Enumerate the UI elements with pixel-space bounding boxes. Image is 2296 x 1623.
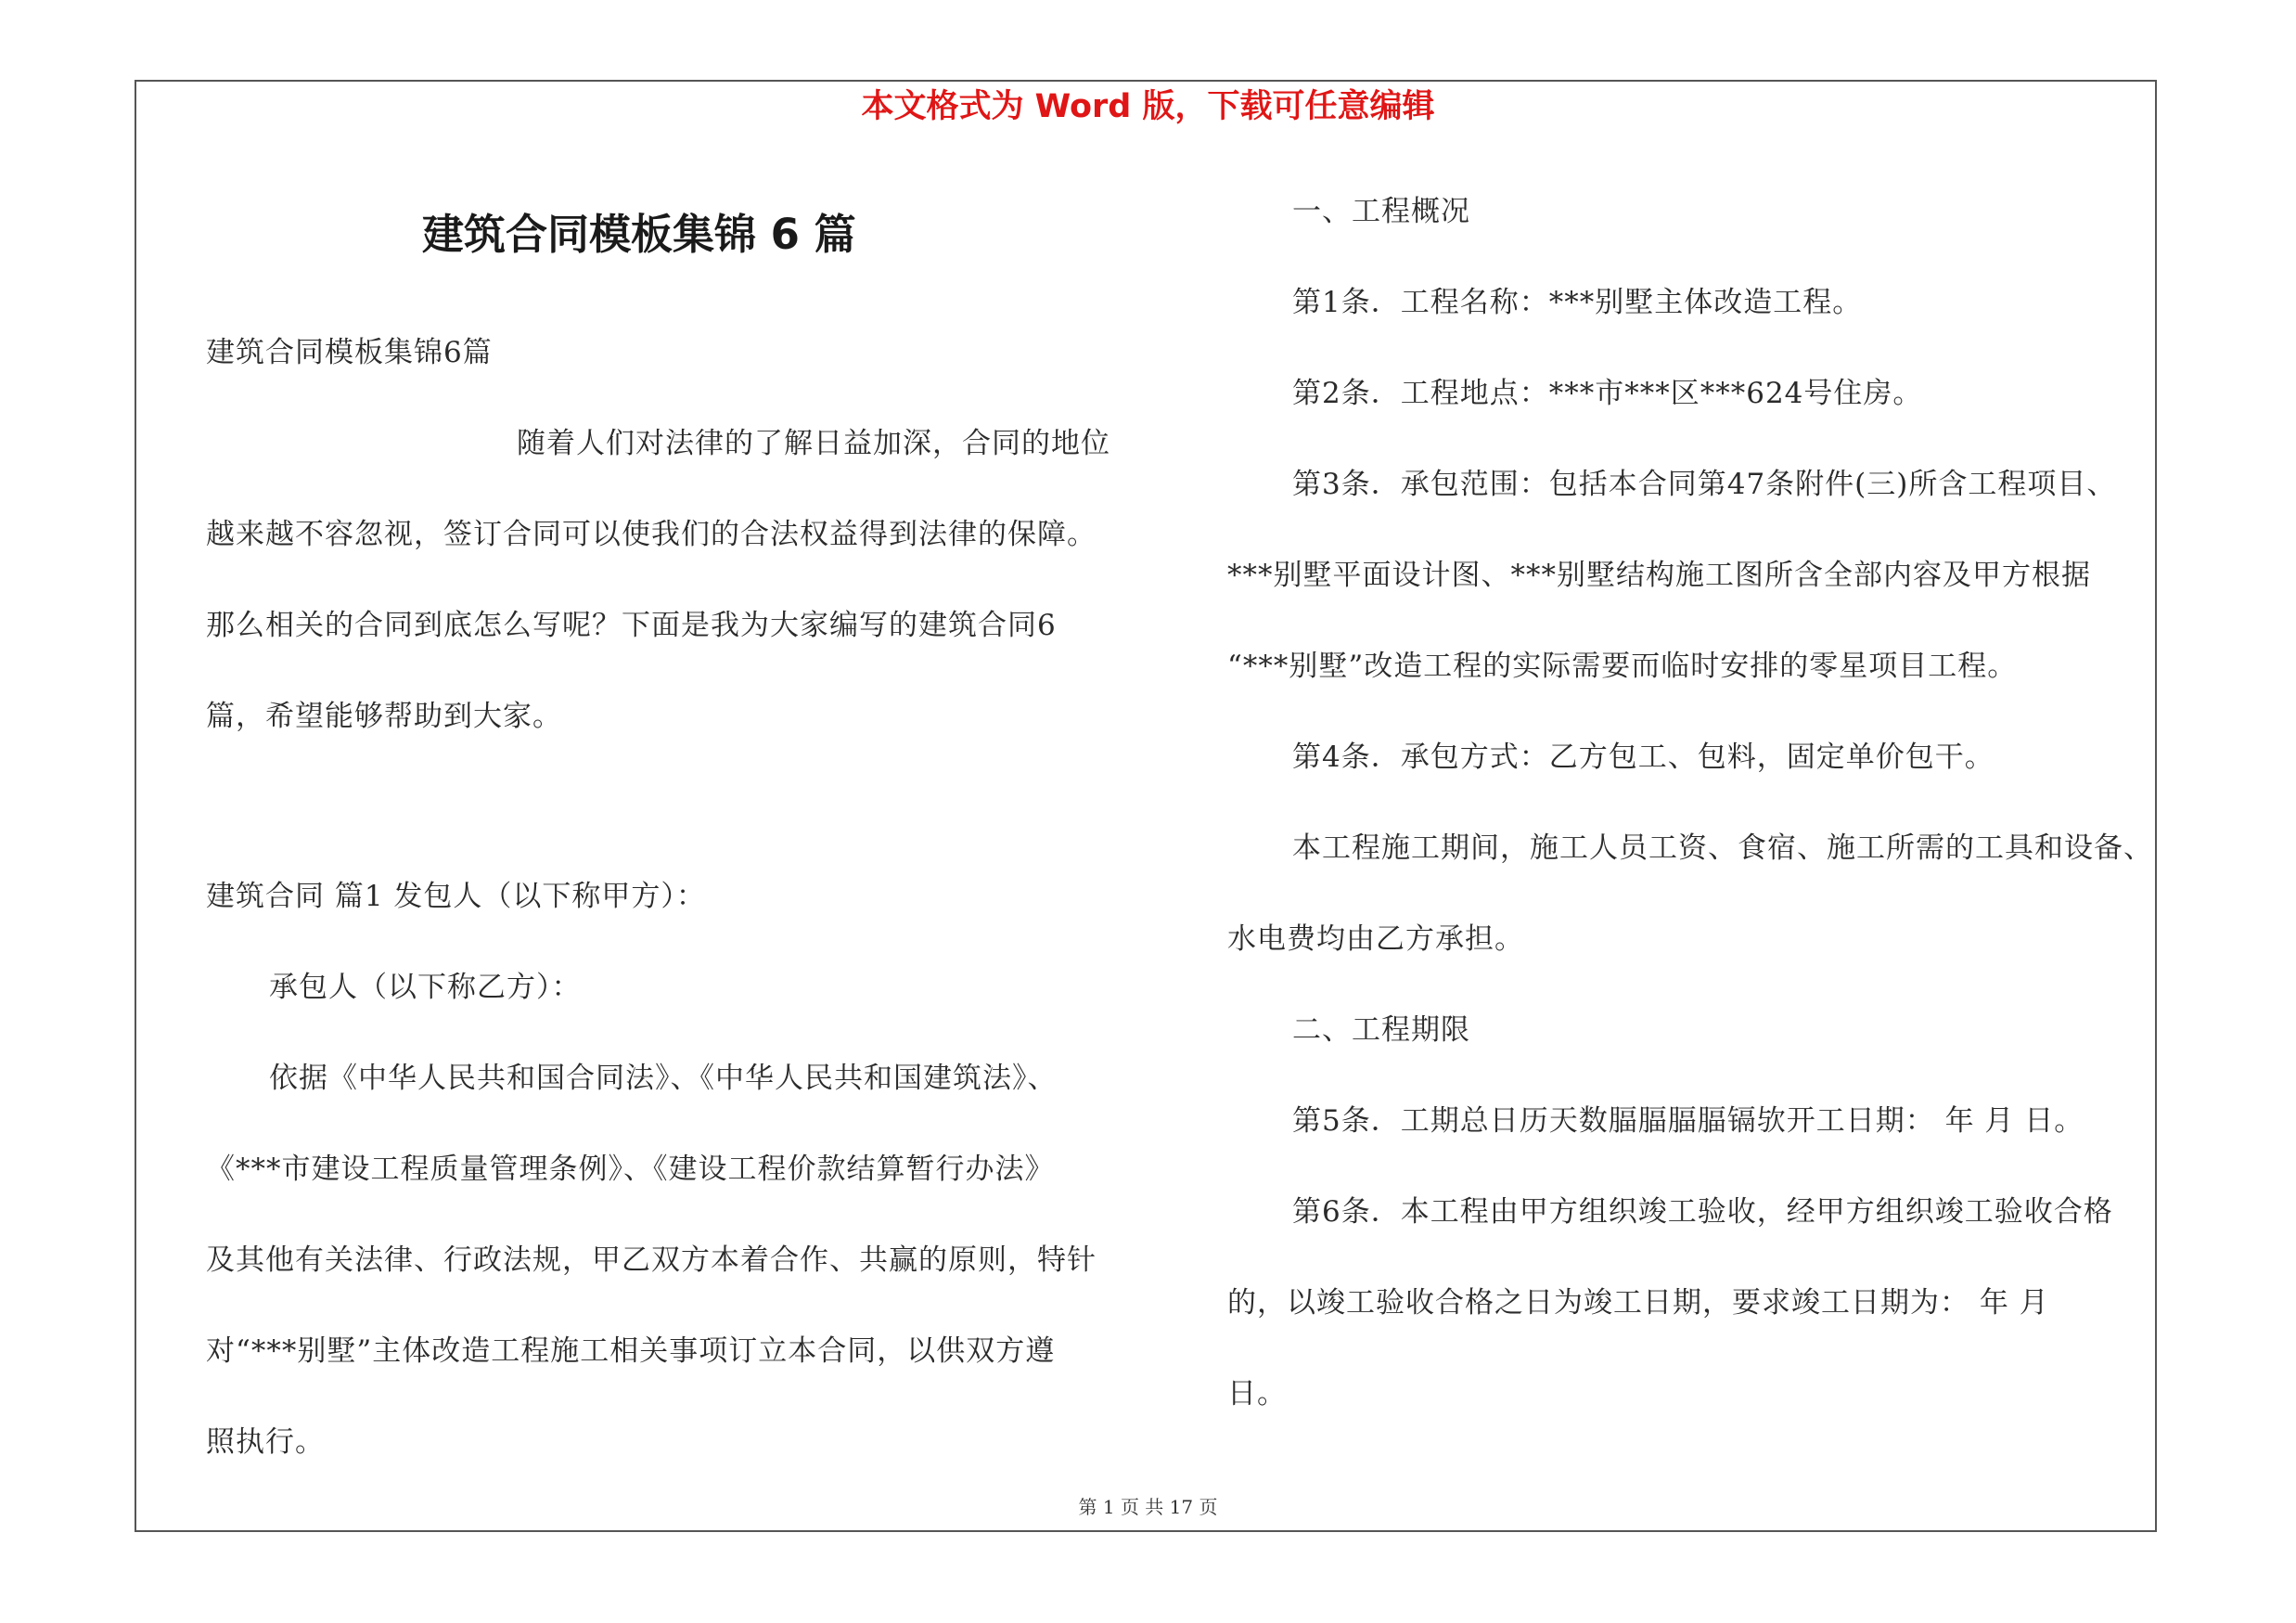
body-line: 及其他有关法律、行政法规，甲乙双方本着合作、共赢的原则，特针 (206, 1243, 1097, 1277)
body-line: 随着人们对法律的了解日益加深，合同的地位 (517, 427, 1110, 460)
body-line: 《***市建设工程质量管理条例》、《建设工程价款结算暂行办法》 (206, 1153, 1055, 1186)
body-line: 第6条．本工程由甲方组织竣工验收，经甲方组织竣工验收合格 (1292, 1195, 2113, 1229)
body-line: 水电费均由乙方承担。 (1227, 922, 1524, 956)
body-line: 日。 (1227, 1377, 1287, 1410)
body-line: 的，以竣工验收合格之日为竣工日期，要求竣工日期为： 年 月 (1227, 1286, 2049, 1320)
body-line: ***别墅平面设计图、***别墅结构施工图所含全部内容及甲方根据 (1227, 559, 2091, 592)
body-line: 本工程施工期间，施工人员工资、食宿、施工所需的工具和设备、 (1292, 831, 2153, 865)
body-line: 第5条．工期总日历天数腷腷腷腷镉欤开工日期： 年 月 日。 (1292, 1104, 2084, 1138)
section-heading-line: 二、工程期限 (1292, 1013, 1470, 1047)
body-line: 依据《中华人民共和国合同法》、《中华人民共和国建筑法》、 (269, 1062, 1058, 1095)
page-number-footer: 第 1 页 共 17 页 (1078, 1496, 1218, 1518)
document-title: 建筑合同模板集锦 6 篇 (422, 210, 856, 259)
subtitle-line: 建筑合同模板集锦6篇 (206, 336, 493, 369)
editable-notice-banner: 本文格式为 Word 版，下载可任意编辑 (861, 88, 1435, 125)
body-line: “***别墅”改造工程的实际需要而临时安排的零星项目工程。 (1227, 650, 2018, 683)
body-line: 第4条．承包方式：乙方包工、包料，固定单价包干。 (1292, 741, 1995, 774)
section-heading-line: 建筑合同 篇1 发包人（以下称甲方）： (206, 880, 706, 913)
body-line: 承包人（以下称乙方）： (269, 971, 582, 1004)
body-line: 篇，希望能够帮助到大家。 (206, 700, 562, 733)
body-line: 照执行。 (206, 1425, 325, 1459)
body-line: 那么相关的合同到底怎么写呢？下面是我为大家编写的建筑合同6 (206, 609, 1057, 642)
body-line: 第2条．工程地点：***市***区***624号住房。 (1292, 377, 1923, 410)
body-line: 越来越不容忽视，签订合同可以使我们的合法权益得到法律的保障。 (206, 518, 1097, 551)
body-line: 第1条．工程名称：***别墅主体改造工程。 (1292, 286, 1863, 319)
body-line: 第3条．承包范围：包括本合同第47条附件(三)所含工程项目、 (1292, 468, 2117, 501)
body-line: 对“***别墅”主体改造工程施工相关事项订立本合同，以供双方遵 (206, 1334, 1056, 1368)
section-heading-line: 一、工程概况 (1292, 195, 1470, 228)
